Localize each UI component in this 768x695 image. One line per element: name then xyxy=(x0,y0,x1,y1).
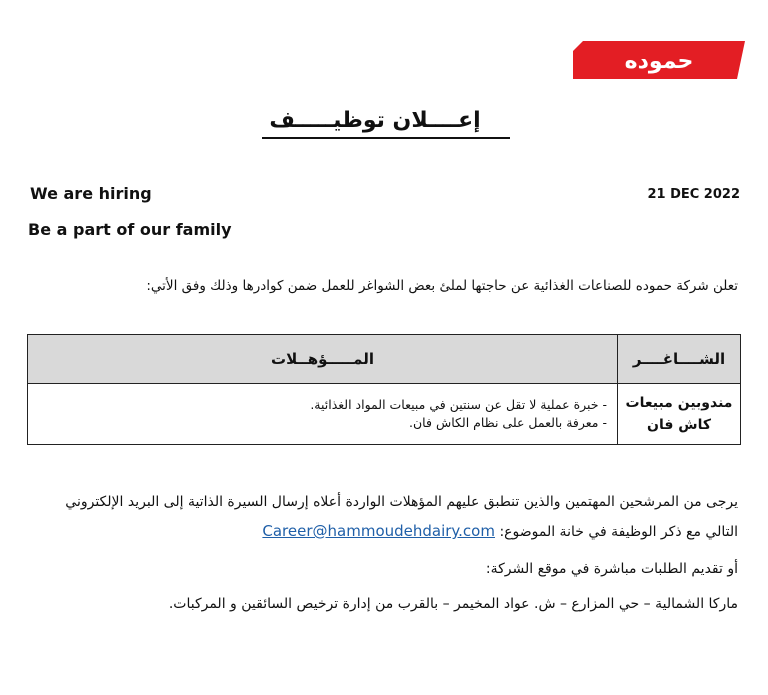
site-intro-text: أو تقديم الطلبات مباشرة في موقع الشركة: xyxy=(485,561,738,577)
jobs-table xyxy=(27,334,741,445)
position-title: مندوبين مبيعات xyxy=(625,395,733,411)
hiring-heading: We are hiring xyxy=(30,184,152,203)
apply-line-text: التالي مع ذكر الوظيفة في خانة الموضوع: xyxy=(499,524,738,540)
logo-text: حموده xyxy=(624,49,694,74)
header-qualifications: المـــــؤهــلات xyxy=(28,335,618,384)
intro-text: تعلن شركة حموده للصناعات الغذائية عن حاجتها لملئ بعض الشواغر للعمل ضمن كوادرها وذلك وفق الأتي: xyxy=(146,278,738,294)
tagline: Be a part of our family xyxy=(28,220,232,239)
apply-line-email xyxy=(28,517,738,547)
position-cell xyxy=(618,384,741,445)
apply-line: يرجى من المرشحين المهتمين والذين تنطبق عليهم المؤهلات الواردة أعلاه إرسال السيرة الذاتية إلى البريد الإلكتروني xyxy=(65,494,738,510)
title-underline xyxy=(262,137,510,139)
qualifications-cell xyxy=(28,384,618,445)
announcement-date: 21 DEC 2022 xyxy=(647,187,740,202)
career-email-link[interactable]: Career@hammoudehdairy.com xyxy=(262,522,495,540)
company-address: ماركا الشمالية – حي المزارع – ش. عواد المخيمر – بالقرب من إدارة ترخيص السائقين و المركبات. xyxy=(168,596,738,612)
table-header-row xyxy=(28,335,741,384)
position-subtitle: كاش فان xyxy=(647,417,711,433)
apply-instructions xyxy=(28,488,738,547)
page-title: إعــــلان توظيـــــف xyxy=(269,108,481,133)
qualification-item: - خبرة عملية لا تقل عن سنتين في مبيعات المواد الغذائية. xyxy=(310,397,607,412)
header-position: الشــــاغــــر xyxy=(618,335,741,384)
company-logo xyxy=(573,41,745,79)
qualification-item: - معرفة بالعمل على نظام الكاش فان. xyxy=(409,415,607,430)
table-row xyxy=(28,384,741,445)
